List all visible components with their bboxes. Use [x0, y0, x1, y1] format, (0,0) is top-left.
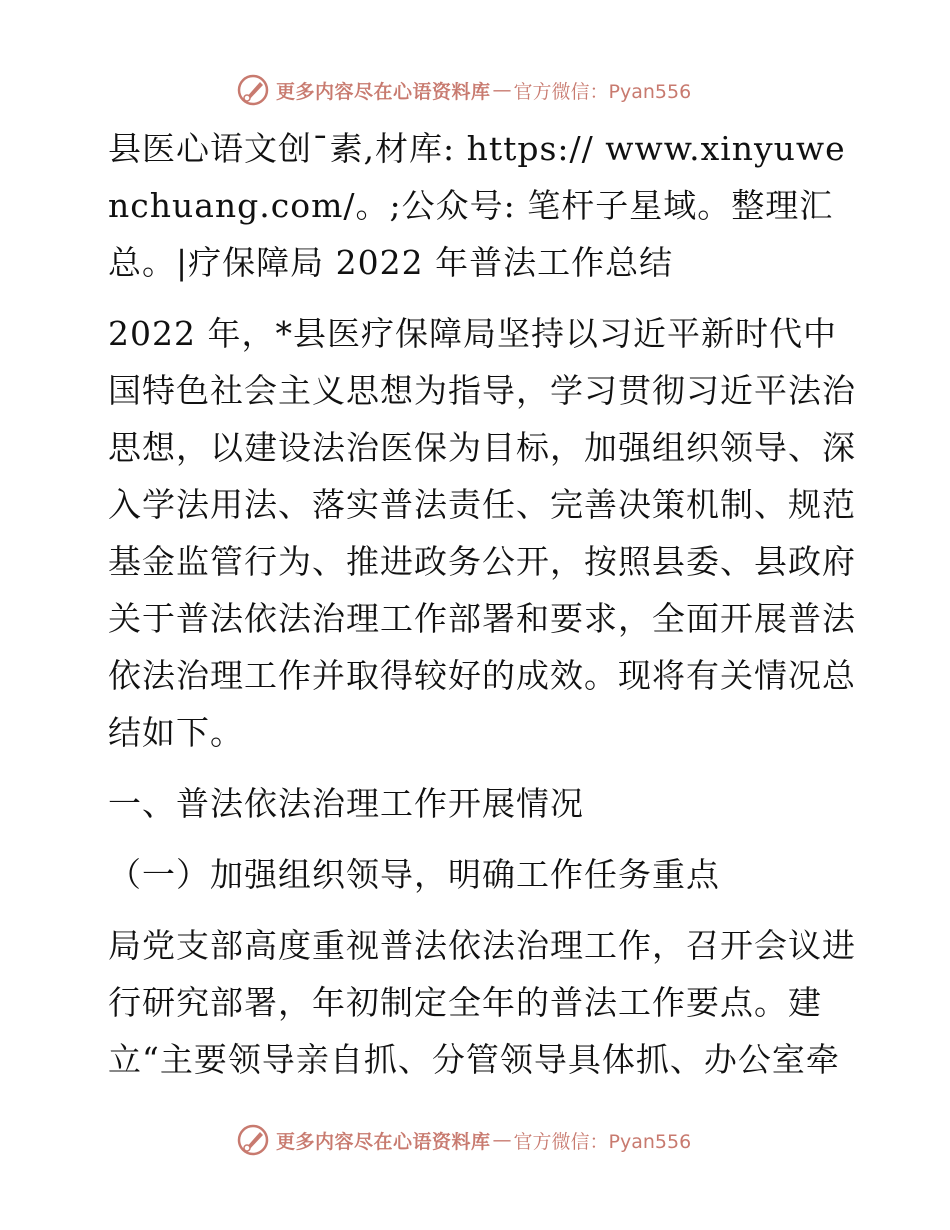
intro-paragraph: 2022 年，*县医疗保障局坚持以习近平新时代中国特色社会主义思想为指导，学习贯彻习近平法治思想，以建设法治医保为目标，加强组织领导、深入学法用法、落实普法责任、完善决策机制、规范基金监管行为、推进政务公开，按照县委、县政府关于普法依法治理工作部署和要求，全面开展普法依法治理工作并取得较好的成效。现将有关情况总结如下。 [108, 314, 856, 752]
section-heading: 一、普法依法治理工作开展情况 [108, 784, 584, 823]
header-paragraph: 县医心语文创¯素,材库: https:// www.xinyuwenchuang.com/。;公众号: 笔杆子星域。整理汇总。|疗保障局 2022 年普法工作总结 [108, 129, 846, 282]
watermark-separator: — [492, 1129, 512, 1151]
quill-logo-icon [236, 73, 270, 107]
watermark-footer [236, 1122, 691, 1158]
document-body [98, 120, 858, 1088]
body-paragraph: 局党支部高度重视普法依法治理工作，召开会议进行研究部署，年初制定全年的普法工作要点。建立“主要领导亲自抓、分管领导具体抓、办公室牵 [108, 926, 856, 1079]
watermark-wechat-text: 官方微信：Pyan556 [513, 1130, 692, 1153]
watermark-brand-text: 更多内容尽在心语资料库 [276, 80, 491, 103]
watermark-brand-text: 更多内容尽在心语资料库 [276, 1130, 491, 1153]
watermark-separator: — [492, 79, 512, 101]
watermark-wechat-text: 官方微信：Pyan556 [513, 80, 692, 103]
watermark-header [236, 72, 691, 108]
subsection-heading: （一）加强组织领导，明确工作任务重点 [108, 855, 720, 894]
quill-logo-icon [236, 1123, 270, 1157]
